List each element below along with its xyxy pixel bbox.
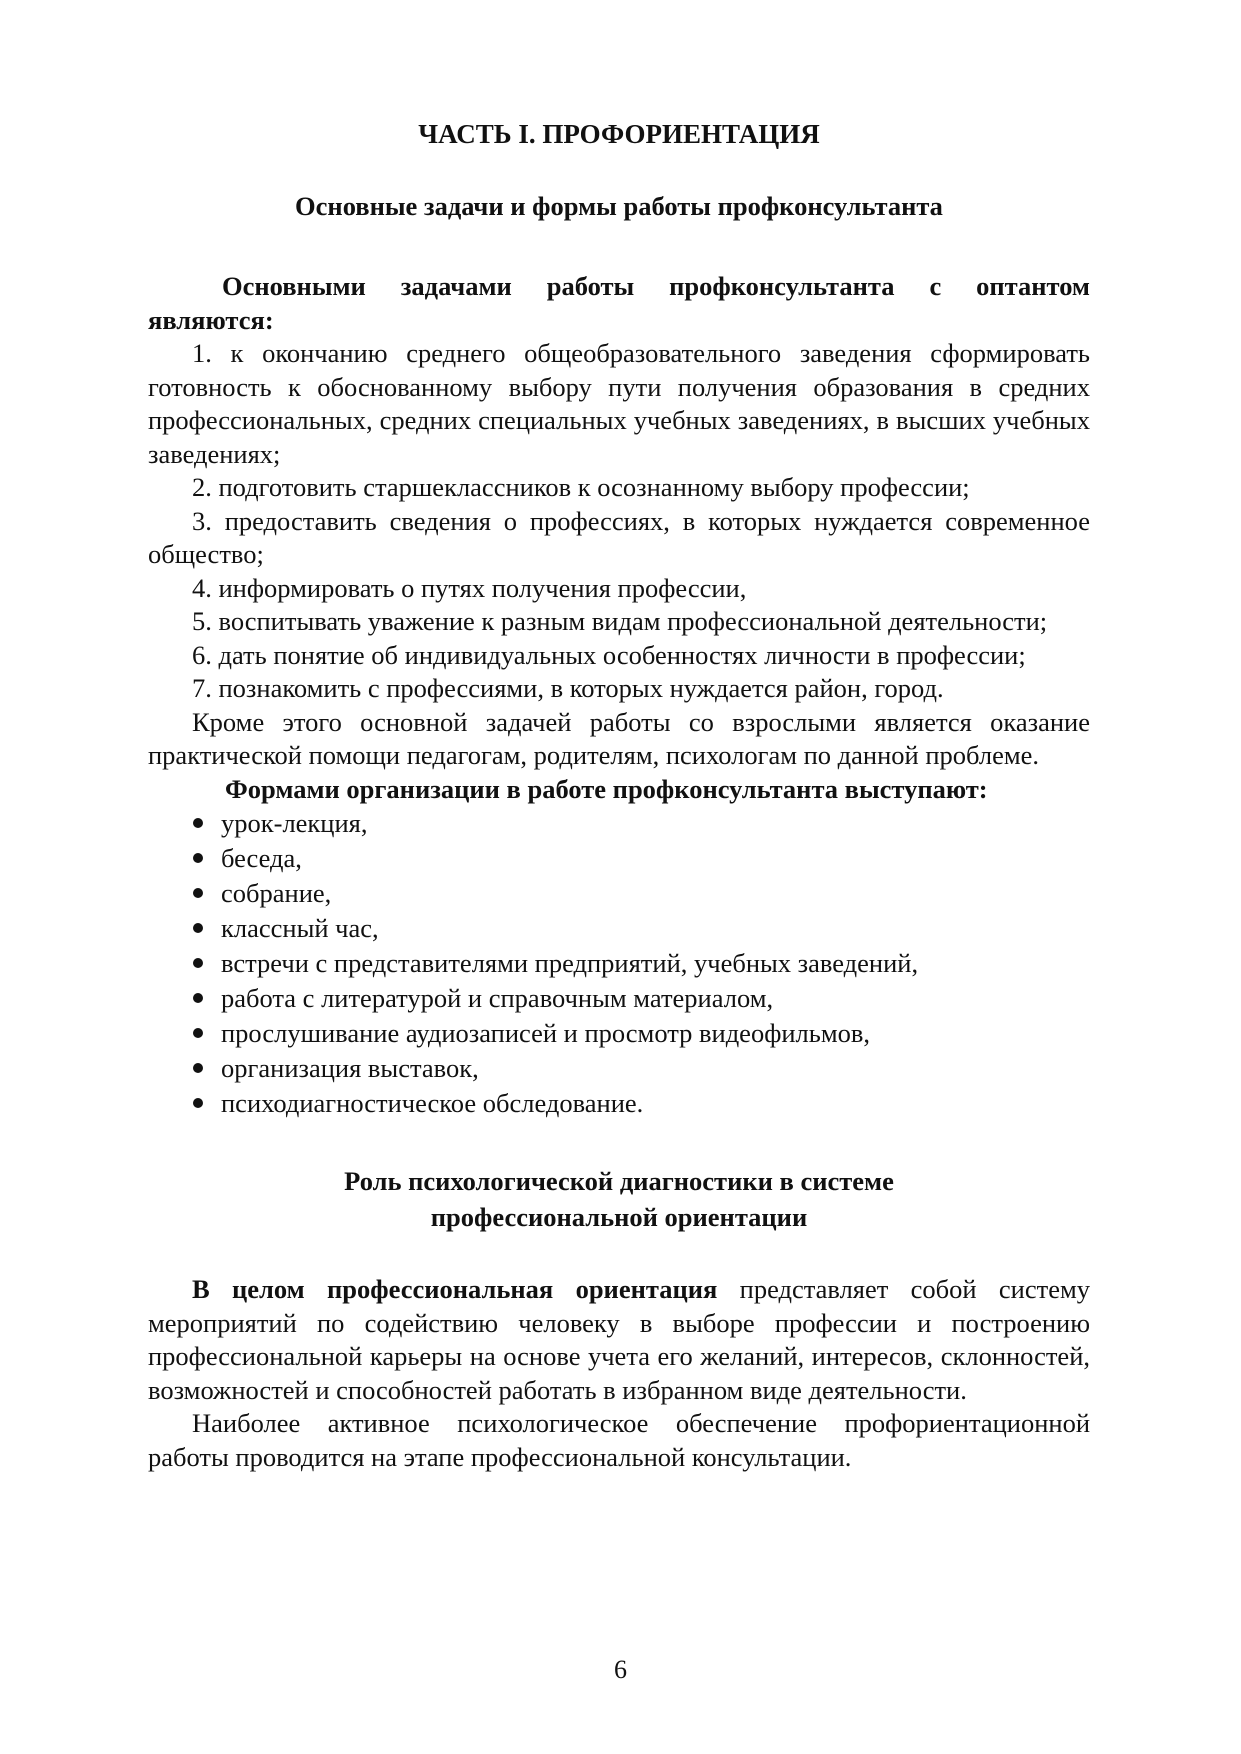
bullet-icon [193,818,203,828]
list-item [148,806,1090,841]
task-item-5: 5. воспитывать уважение к разным видам профессиональной деятельности; [192,606,1048,636]
task-item-6: 6. дать понятие об индивидуальных особенностях личности в профессии; [192,639,1026,670]
list-item-text: психодиагностическое обследование. [221,1088,644,1118]
list-item-text: прослушивание аудиозаписей и просмотр видеофильмов, [221,1018,871,1048]
task-item-3: 3. предоставить сведения о профессиях, в которых нуждается современное общество; [148,505,1090,569]
page-content [148,108,1090,1474]
orientation-paragraph [148,1273,1090,1407]
section-title-line-1: Роль психологической диагностики в системе [344,1166,894,1196]
list-item-text: встречи с представителями предприятий, учебных заведений, [221,948,919,978]
section-title-diagnostics [148,1163,1090,1235]
orientation-text: представляет собой систему мероприятий по содействию человеку в выборе профессии и построению профессиональной карьеры на основе учета его желаний, интересов, склонностей, возможностей и способностей работать в избранном виде деятельности. [148,1274,1090,1405]
list-item [148,876,1090,911]
list-item-text: работа с литературой и справочным материалом, [221,983,774,1013]
list-item-text: собрание, [221,878,332,908]
bullet-icon [193,993,203,1003]
tasks-intro: Основными задачами работы профконсультанта с оптантом [222,271,1090,301]
forms-title: Формами организации в работе профконсультанта выступают: [225,773,988,804]
list-item [148,911,1090,946]
section-title-line-2: профессиональной ориентации [430,1202,808,1232]
list-item-text: беседа, [221,843,302,873]
forms-list [148,806,1090,1121]
tasks-intro-tail: являются: [148,304,274,335]
bullet-icon [193,1098,203,1108]
list-item-text: организация выставок, [221,1053,479,1083]
adults-paragraph: Кроме этого основной задачей работы со взрослыми является оказание практической помощи педагогам, родителям, психологам по данной проблеме. [148,706,1090,770]
task-item-2: 2. подготовить старшеклассников к осознанному выбору профессии; [192,472,970,502]
list-item [148,1016,1090,1051]
list-item-text: классный час, [221,913,379,943]
bullet-icon [193,1063,203,1073]
page-number: 6 [614,1655,627,1684]
part-title: ЧАСТЬ I. ПРОФОРИЕНТАЦИЯ [418,119,820,149]
task-item-1: 1. к окончанию среднего общеобразовательного заведения сформировать готовность к обоснованному выбору пути получения образования в средних профессиональных, средних специальных учебных заведениях, в высших учебных заведениях; [148,338,1090,469]
list-item [148,1086,1090,1121]
bullet-icon [193,1028,203,1038]
list-item [148,1051,1090,1086]
section-title-tasks: Основные задачи и формы работы профконсультанта [295,190,943,221]
task-item-7: 7. познакомить с профессиями, в которых нуждается район, город. [192,673,944,703]
list-item [148,946,1090,981]
list-item [148,841,1090,876]
bullet-icon [193,958,203,968]
task-item-4: 4. информировать о путях получения профессии, [192,572,747,603]
final-paragraph: Наиболее активное психологическое обеспечение профориентационной работы проводится на этапе профессиональной консультации. [148,1408,1090,1472]
bullet-icon [193,853,203,863]
list-item [148,981,1090,1016]
bullet-icon [193,888,203,898]
list-item-text: урок-лекция, [221,808,368,838]
bullet-icon [193,923,203,933]
orientation-bold-term: В целом профессиональная ориентация [192,1274,718,1304]
